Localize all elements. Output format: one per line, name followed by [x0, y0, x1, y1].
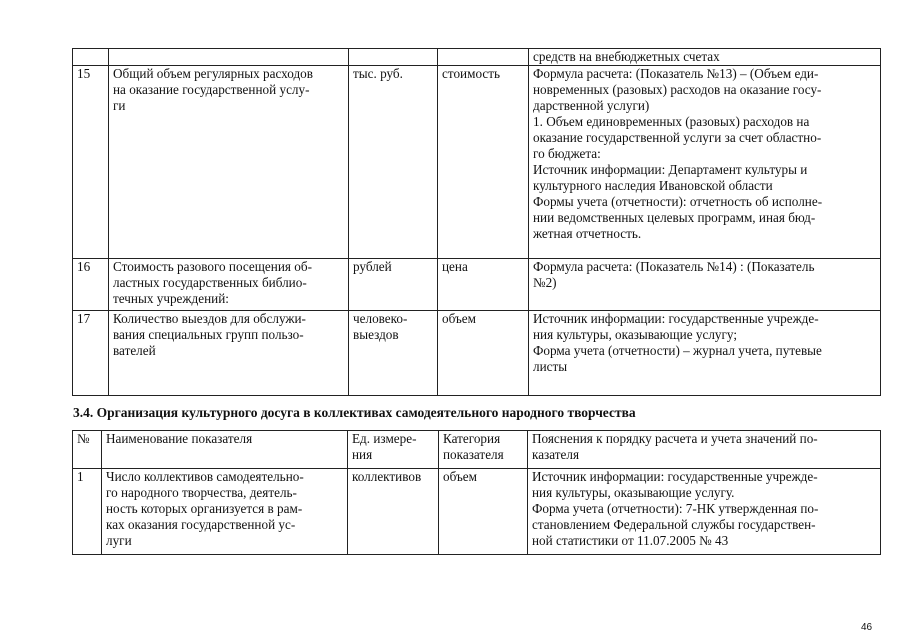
num-cell: [73, 49, 109, 66]
category-cell: объем: [439, 469, 528, 555]
header-unit: Ед. измере- ния: [348, 431, 439, 469]
unit-cell: рублей: [349, 259, 438, 311]
table-row: [73, 49, 881, 66]
explanation-cell: Источник информации: государственные учрежде- ния культуры, оказывающие услугу. Форма учета (отчетности): 7-НК утвержденная по- становлением Федеральной службы государствен- ной статистики от 11.07.2005 № 43: [528, 469, 881, 555]
category-cell: цена: [438, 259, 529, 311]
page-number: 46: [861, 622, 873, 633]
table-row: [73, 66, 881, 259]
name-cell: Общий объем регулярных расходов на оказание государственной услу- ги: [109, 66, 349, 259]
table-row: [73, 469, 881, 555]
header-category: Категория показателя: [439, 431, 528, 469]
explanation-cell: Формула расчета: (Показатель №13) – (Объем еди- новременных (разовых) расходов на оказание госу- дарственной услуги) 1. Объем единовременных (разовых) расходов на оказание государственной услуги за счет областно- го бюджета: Источник информации: Департамент культуры и культурного наследия Ивановской области Формы учета (отчетности): отчетность об исполне- нии ведомственных целевых программ, иная бюд- жетная отчетность.: [529, 66, 881, 259]
unit-cell: тыс. руб.: [349, 66, 438, 259]
unit-cell: коллективов: [348, 469, 439, 555]
name-cell: Стоимость разового посещения об- ластных государственных библио- течных учреждений:: [109, 259, 349, 311]
table-row: [73, 311, 881, 396]
category-cell: стоимость: [438, 66, 529, 259]
num-cell: 16: [73, 259, 109, 311]
unit-cell: [349, 49, 438, 66]
num-cell: 15: [73, 66, 109, 259]
category-cell: объем: [438, 311, 529, 396]
table-row: [73, 259, 881, 311]
header-num: №: [73, 431, 102, 469]
section-heading: 3.4. Организация культурного досуга в коллективах самодеятельного народного творчества: [73, 405, 636, 420]
name-cell: Число коллективов самодеятельно- го народного творчества, деятель- ность которых организуется в рам- ках оказания государственной ус- луги: [102, 469, 348, 555]
indicators-table-3-4: [72, 430, 881, 555]
name-cell: Количество выездов для обслужи- вания специальных групп пользо- вателей: [109, 311, 349, 396]
name-cell: [109, 49, 349, 66]
num-cell: 1: [73, 469, 102, 555]
explanation-cell: средств на внебюджетных счетах: [529, 49, 881, 66]
category-cell: [438, 49, 529, 66]
table-header-row: [73, 431, 881, 469]
indicators-table-continued: [72, 48, 881, 396]
explanation-cell: Формула расчета: (Показатель №14) : (Показатель №2): [529, 259, 881, 311]
num-cell: 17: [73, 311, 109, 396]
explanation-cell: Источник информации: государственные учрежде- ния культуры, оказывающие услугу; Форма учета (отчетности) – журнал учета, путевые листы: [529, 311, 881, 396]
header-explanation: Пояснения к порядку расчета и учета значений по- казателя: [528, 431, 881, 469]
header-name: Наименование показателя: [102, 431, 348, 469]
unit-cell: человеко- выездов: [349, 311, 438, 396]
